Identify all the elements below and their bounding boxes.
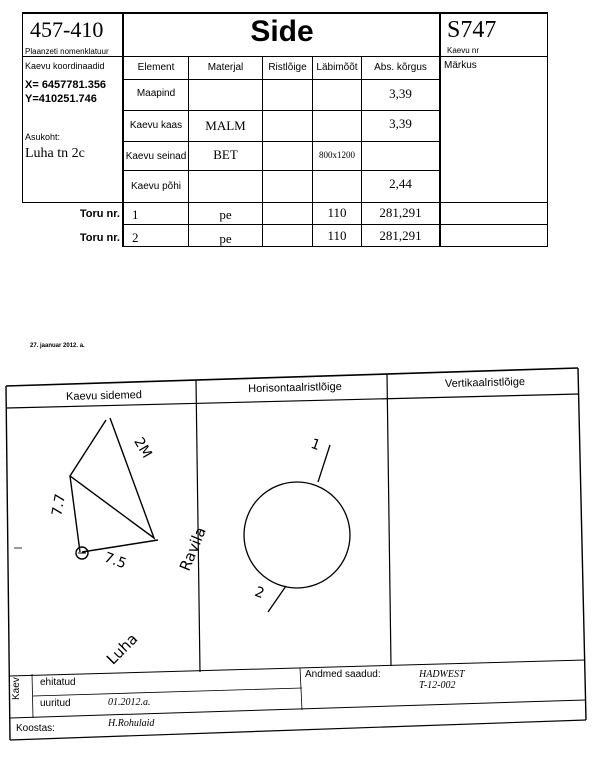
well-number-caption: Kaevu nr xyxy=(447,46,480,55)
form-left-edge xyxy=(6,386,10,740)
col-divider-2 xyxy=(387,374,391,666)
pipe-number: 2 xyxy=(132,230,139,245)
measured-label: uuritud xyxy=(40,698,71,709)
address-value: Luha tn 2c xyxy=(25,146,85,161)
footer-data-divider xyxy=(300,668,302,710)
row-material: BET xyxy=(213,147,238,162)
street-label-ravila: Ravila xyxy=(175,524,210,574)
nomenclature-caption: Plaanzeti nomenklatuur xyxy=(25,47,109,56)
address-label: Asukoht: xyxy=(25,132,61,142)
row-height: 2,44 xyxy=(389,176,412,191)
sheet-title: Side xyxy=(250,15,314,48)
author-value: H.Rohulaid xyxy=(108,718,155,729)
row-element: Kaevu põhi xyxy=(130,181,182,192)
row-material: MALM xyxy=(205,118,246,133)
pipe-number: 1 xyxy=(132,207,139,222)
street-label-luha: Luha xyxy=(102,629,142,669)
row-element: Maapind xyxy=(136,88,176,99)
col-header-diameter: Läbimõõt xyxy=(316,62,358,73)
pipe-height: 281,291 xyxy=(379,228,422,243)
col-header-element: Element xyxy=(137,62,175,73)
row-element: Kaevu seinad xyxy=(125,151,187,162)
tie-line-7-5 xyxy=(82,540,158,552)
data-source-label: Andmed saadud: xyxy=(305,669,381,680)
footer-top-line xyxy=(9,660,585,676)
col-title-vertical: Vertikaalristlõige xyxy=(444,376,526,390)
author-label: Koostas: xyxy=(16,723,55,734)
col-header-cross-section: Ristlõige xyxy=(268,62,307,73)
well-circle xyxy=(244,482,350,588)
dimension-7-5: 7.5 xyxy=(101,549,129,573)
row-height: 3,39 xyxy=(389,116,412,131)
form-right-edge xyxy=(578,368,586,720)
well-number: S747 xyxy=(447,17,497,43)
coordinate-x: X= 6457781.356 xyxy=(25,79,107,91)
col-header-remarks: Märkus xyxy=(444,60,477,71)
col-header-abs-height: Abs. kõrgus xyxy=(374,62,427,73)
measured-value: 01.2012.a. xyxy=(108,697,151,708)
coordinate-y: Y=410251.746 xyxy=(25,93,97,105)
col-title-ties: Kaevu sidemed xyxy=(65,389,143,403)
pipe-diameter: 110 xyxy=(327,228,347,243)
built-label: ehitatud xyxy=(40,677,76,688)
kaev-label: Kaev xyxy=(11,677,22,700)
pipe-material: pe xyxy=(219,231,232,246)
row-element: Kaevu kaas xyxy=(129,120,183,131)
pipe-diameter: 110 xyxy=(327,205,347,220)
row-diameter: 800x1200 xyxy=(319,150,355,160)
pipe-1-line xyxy=(318,445,330,482)
footer-row-line xyxy=(10,700,585,718)
footer-mid-line xyxy=(33,688,302,696)
data-source-line1: HADWEST xyxy=(419,669,465,680)
dimension-2m: 2M xyxy=(130,434,155,462)
tie-line-7-7 xyxy=(70,476,80,552)
pipe-2-label: 2 xyxy=(252,583,267,603)
pipe-2-line xyxy=(268,586,286,612)
pipe-label: Toru nr. xyxy=(79,208,120,220)
col-header-material: Materjal xyxy=(207,62,244,73)
coordinates-label: Kaevu koordinaadid xyxy=(25,61,105,71)
footer-kaev-divider xyxy=(32,674,33,718)
pipe-material: pe xyxy=(219,207,232,222)
form-bottom-edge xyxy=(10,720,586,740)
pipe-label: Toru nr. xyxy=(79,232,120,244)
row-height: 3,39 xyxy=(389,86,412,101)
dimension-7-7: 7.7 xyxy=(49,492,69,518)
print-date: 27. jaanuar 2012. a. xyxy=(30,343,85,349)
pipe-1-label: 1 xyxy=(308,435,323,455)
data-source-line2: T-12-002 xyxy=(419,680,456,691)
nomenclature-number: 457-410 xyxy=(30,17,104,42)
pipe-height: 281,291 xyxy=(379,205,422,220)
col-title-horizontal: Horisontaalristlõige xyxy=(248,380,342,396)
